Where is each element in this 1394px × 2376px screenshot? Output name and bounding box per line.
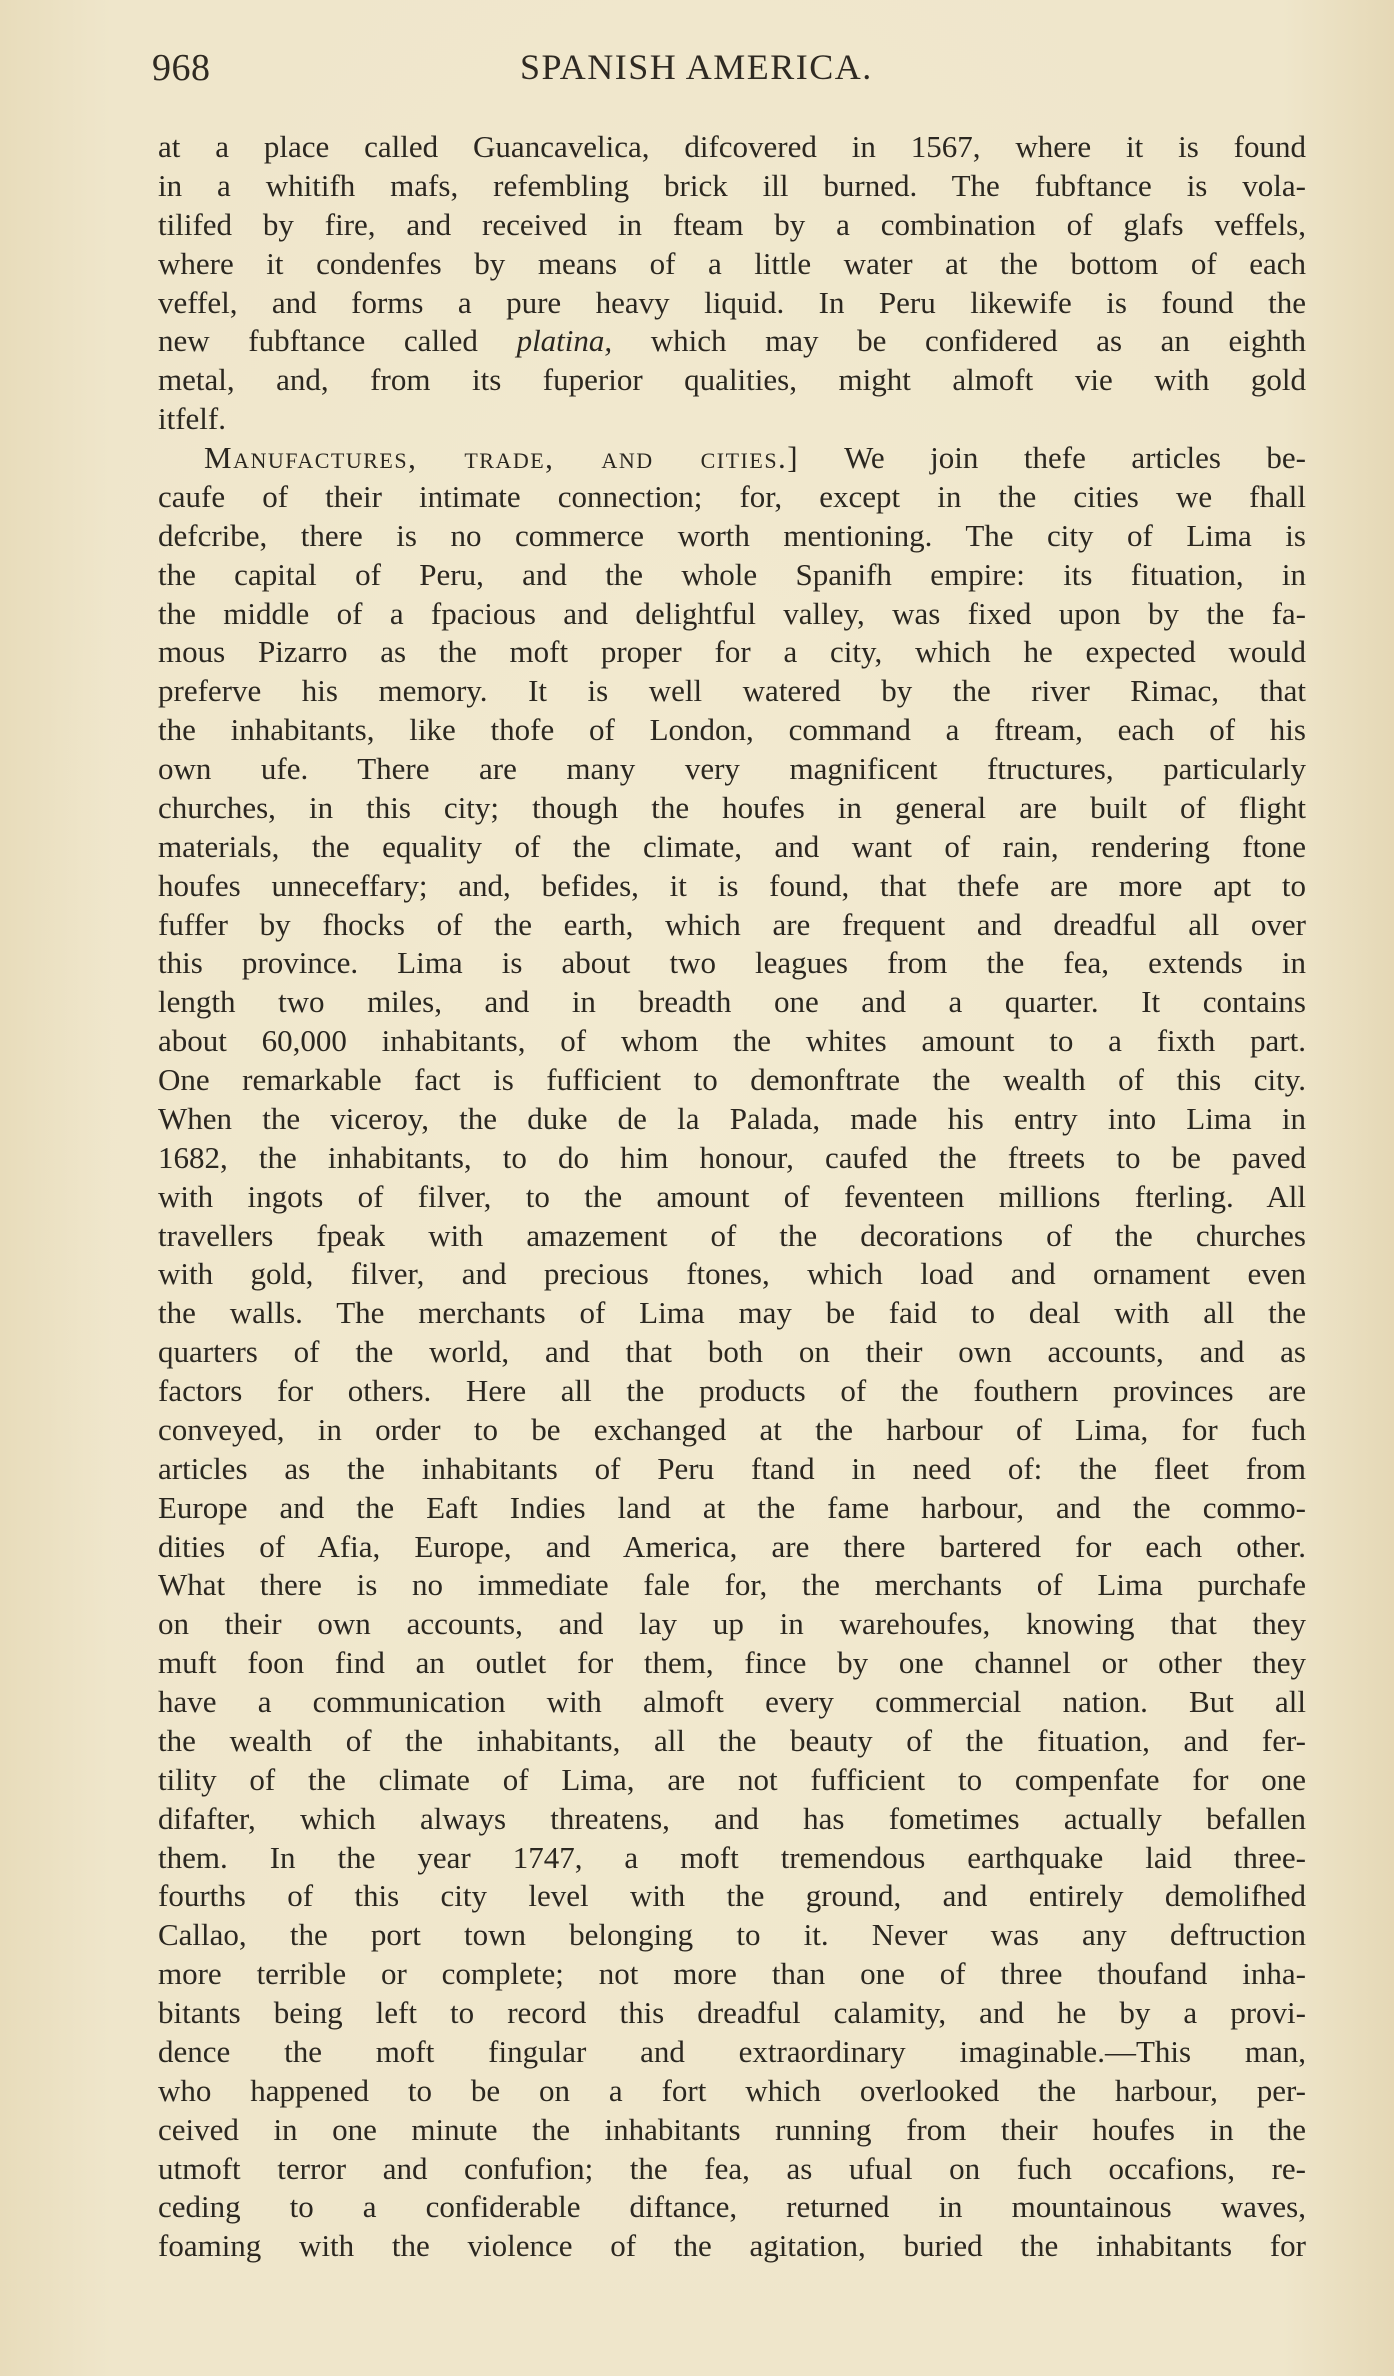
text-line: the wealth of the inhabitants, all the beauty of the fituation, and fer- bbox=[158, 1722, 1306, 1758]
text-line: who happened to be on a fort which overlooked the harbour, per- bbox=[158, 2072, 1306, 2108]
text-line: itfelf. bbox=[158, 401, 226, 437]
text-line: bitants being left to record this dreadful calamity, and he by a provi- bbox=[158, 1995, 1306, 2030]
text-line: defcribe, there is no commerce worth mentioning. The city of Lima is bbox=[158, 517, 1306, 553]
paragraph-2 bbox=[158, 439, 1306, 2266]
text-line: churches, in this city; though the houfes in general are built of flight bbox=[158, 789, 1306, 825]
text-line: metal, and, from its fuperior qualities, might almoft vie with gold bbox=[158, 362, 1306, 398]
text-line: ceding to a confiderable diftance, returned in mountainous waves, bbox=[158, 2189, 1306, 2225]
italic-term-platina: platina, bbox=[516, 323, 613, 359]
text-line: at a place called Guancavelica, difcovered in 1567, where it is found bbox=[158, 129, 1306, 164]
text-line: with gold, filver, and precious ftones, which load and ornament even bbox=[158, 1256, 1306, 1292]
text-line: the inhabitants, like thofe of London, command a ftream, each of his bbox=[158, 712, 1306, 748]
text-line: foaming with the violence of the agitation, buried the inhabitants for bbox=[158, 2228, 1306, 2264]
text-line: One remarkable fact is fufficient to demonftrate the wealth of this city. bbox=[158, 1062, 1306, 1097]
text-line: muft foon find an outlet for them, fince by one channel or other they bbox=[158, 1645, 1306, 1681]
text-line: have a communication with almoft every commercial nation. But all bbox=[158, 1684, 1306, 1719]
text-line: 1682, the inhabitants, to do him honour, caufed the ftreets to be paved bbox=[158, 1139, 1306, 1175]
text-line: this province. Lima is about two leagues from the fea, extends in bbox=[158, 945, 1306, 981]
text-line: caufe of their intimate connection; for, except in the cities we fhall bbox=[158, 478, 1306, 514]
text-line: where it condenfes by means of a little water at the bottom of each bbox=[158, 245, 1306, 281]
text-line: dence the moft fingular and extraordinary imaginable.—This man, bbox=[158, 2033, 1306, 2069]
text-line: Europe and the Eaft Indies land at the fame harbour, and the commo- bbox=[158, 1489, 1306, 1525]
text-line: factors for others. Here all the products of the fouthern provinces are bbox=[158, 1373, 1306, 1408]
text-line: in a whitifh mafs, refembling brick ill burned. The fubftance is vola- bbox=[158, 167, 1306, 203]
text-run: new fubftance called bbox=[158, 323, 517, 359]
text-line: the capital of Peru, and the whole Spanifh empire: its fituation, in bbox=[158, 556, 1306, 592]
text-line: the walls. The merchants of Lima may be faid to deal with all the bbox=[158, 1295, 1306, 1331]
text-line: the middle of a fpacious and delightful valley, was fixed upon by the fa- bbox=[158, 595, 1306, 631]
text-line: ceived in one minute the inhabitants running from their houfes in the bbox=[158, 2111, 1306, 2147]
text-line: length two miles, and in breadth one and a quarter. It contains bbox=[158, 984, 1306, 1020]
text-line: travellers fpeak with amazement of the decorations of the churches bbox=[158, 1217, 1306, 1253]
text-line bbox=[158, 439, 1306, 478]
text-run: We join thefe articles be- bbox=[799, 440, 1306, 475]
text-run: which may be confidered as an eighth bbox=[612, 323, 1307, 359]
running-head: SPANISH AMERICA. bbox=[520, 47, 873, 87]
text-line: about 60,000 inhabitants, of whom the whites amount to a fixth part. bbox=[158, 1023, 1306, 1059]
text-line: mous Pizarro as the moft proper for a city, which he expected would bbox=[158, 634, 1306, 670]
text-line: difafter, which always threatens, and has fometimes actually befallen bbox=[158, 1800, 1306, 1836]
text-line: tilifed by fire, and received in fteam by a combination of glafs veffels, bbox=[158, 206, 1306, 242]
text-line: houfes unneceffary; and, befides, it is found, that thefe are more apt to bbox=[158, 867, 1306, 903]
text-line: What there is no immediate fale for, the merchants of Lima purchafe bbox=[158, 1567, 1306, 1603]
text-line: fuffer by fhocks of the earth, which are frequent and dreadful all over bbox=[158, 906, 1306, 942]
section-heading: Manufactures, trade, and cities.] bbox=[204, 440, 800, 475]
text-line: articles as the inhabitants of Peru ftand in need of: the fleet from bbox=[158, 1450, 1306, 1486]
text-line: When the viceroy, the duke de la Palada, made his entry into Lima in bbox=[158, 1100, 1306, 1136]
text-line: tility of the climate of Lima, are not fufficient to compenfate for one bbox=[158, 1761, 1306, 1797]
paragraph-1 bbox=[158, 128, 1306, 439]
text-line: fourths of this city level with the ground, and entirely demolifhed bbox=[158, 1878, 1306, 1914]
text-line: quarters of the world, and that both on their own accounts, and as bbox=[158, 1334, 1306, 1370]
text-line: dities of Afia, Europe, and America, are there bartered for each other. bbox=[158, 1528, 1306, 1564]
text-line: Callao, the port town belonging to it. Never was any deftruction bbox=[158, 1917, 1306, 1953]
text-line bbox=[158, 322, 1306, 361]
text-line: preferve his memory. It is well watered by the river Rimac, that bbox=[158, 673, 1306, 709]
text-line: with ingots of filver, to the amount of feventeen millions fterling. All bbox=[158, 1178, 1306, 1214]
body-text bbox=[158, 128, 1306, 2266]
text-line: veffel, and forms a pure heavy liquid. In Peru likewife is found the bbox=[158, 284, 1306, 320]
text-line: them. In the year 1747, a moft tremendous earthquake laid three- bbox=[158, 1839, 1306, 1875]
text-line: more terrible or complete; not more than one of three thoufand inha- bbox=[158, 1956, 1306, 1992]
text-line: materials, the equality of the climate, and want of rain, rendering ftone bbox=[158, 828, 1306, 864]
text-line: on their own accounts, and lay up in warehoufes, knowing that they bbox=[158, 1606, 1306, 1642]
text-line: own ufe. There are many very magnificent ftructures, particularly bbox=[158, 751, 1306, 786]
page-header bbox=[152, 46, 1312, 106]
text-line: utmoft terror and confufion; the fea, as ufual on fuch occafions, re- bbox=[158, 2150, 1306, 2186]
page-number: 968 bbox=[152, 47, 211, 89]
text-line: conveyed, in order to be exchanged at the harbour of Lima, for fuch bbox=[158, 1411, 1306, 1447]
